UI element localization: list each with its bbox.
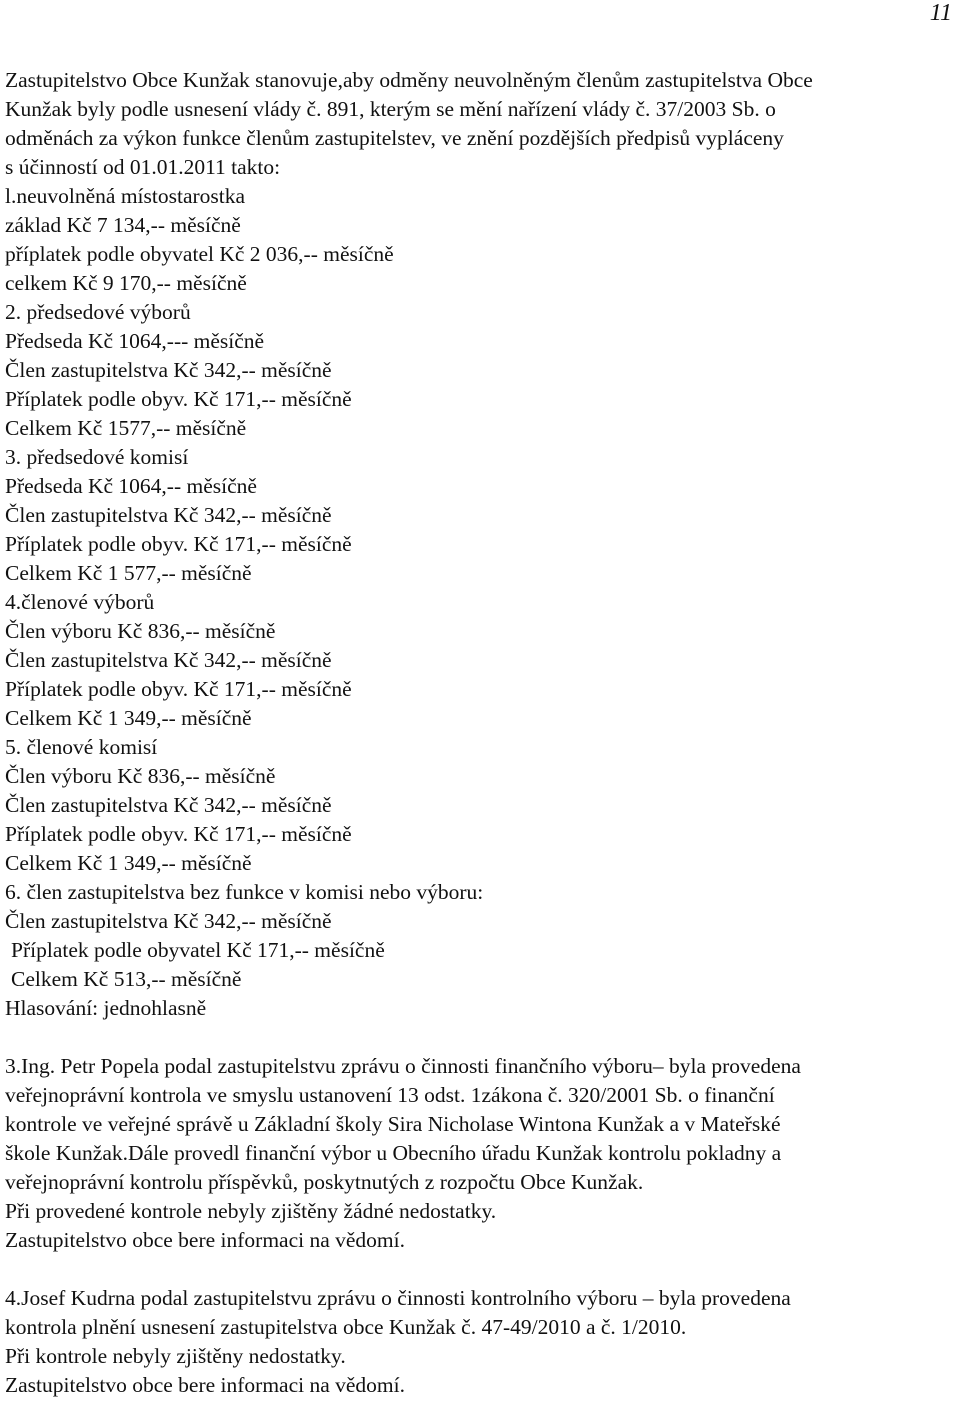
rate-line: Člen výboru Kč 836,-- měsíčně [5,764,276,788]
text-line: Při kontrole nebyly zjištěny nedostatky. [5,1344,346,1368]
rate-line: Člen zastupitelstva Kč 342,-- měsíčně [5,648,332,672]
vote-result: Hlasování: jednohlasně [5,996,207,1020]
text-line: kontrole ve veřejné správě u Základní školy Sira Nicholase Wintona Kunžak a v Mateřské [5,1112,781,1136]
text-line: Při provedené kontrole nebyly zjištěny žádné nedostatky. [5,1199,497,1223]
intro-paragraph [5,66,955,182]
text-line: odměnách za výkon funkce členům zastupitelstev, ve znění pozdějších předpisů vypláceny [5,126,784,150]
rate-line: Příplatek podle obyv. Kč 171,-- měsíčně [5,387,352,411]
rate-line: Celkem Kč 1 349,-- měsíčně [5,851,252,875]
rate-heading: 2. předsedové výborů [5,300,191,324]
text-line: Zastupitelstvo obce bere informaci na vědomí. [5,1373,406,1397]
rate-heading: l.neuvolněná místostarostka [5,184,246,208]
rate-heading: 3. předsedové komisí [5,445,189,469]
rate-line: celkem Kč 9 170,-- měsíčně [5,271,247,295]
rate-heading: 6. člen zastupitelstva bez funkce v komisi nebo výboru: [5,880,484,904]
rate-heading: 5. členové komisí [5,735,158,759]
rate-line: Celkem Kč 513,-- měsíčně [11,967,242,991]
rate-line: Člen zastupitelstva Kč 342,-- měsíčně [5,503,332,527]
rate-line: Člen zastupitelstva Kč 342,-- měsíčně [5,793,332,817]
text-line: veřejnoprávní kontrolu příspěvků, poskytnutých z rozpočtu Obce Kunžak. [5,1170,644,1194]
text-line: 4.Josef Kudrna podal zastupitelstvu zprávu o činnosti kontrolního výboru – byla provedena [5,1286,791,1310]
rate-line: Příplatek podle obyv. Kč 171,-- měsíčně [5,677,352,701]
text-line: Kunžak byly podle usnesení vlády č. 891, kterým se mění nařízení vlády č. 37/2003 Sb. o [5,97,776,121]
rate-line: Příplatek podle obyvatel Kč 171,-- měsíčně [11,938,385,962]
text-line: veřejnoprávní kontrola ve smyslu ustanovení 13 odst. 1zákona č. 320/2001 Sb. o finanční [5,1083,775,1107]
rate-line: Předseda Kč 1064,--- měsíčně [5,329,265,353]
rate-line: Člen zastupitelstva Kč 342,-- měsíčně [5,358,332,382]
text-line: 3.Ing. Petr Popela podal zastupitelstvu zprávu o činnosti finančního výboru– byla provedena [5,1054,801,1078]
rate-line: Člen zastupitelstva Kč 342,-- měsíčně [5,909,332,933]
spacer [5,1023,955,1052]
text-line: Zastupitelstvo Obce Kunžak stanovuje,aby odměny neuvolněným členům zastupitelstva Obce [5,68,813,92]
page-number: 11 [929,0,952,26]
rate-line: Celkem Kč 1 577,-- měsíčně [5,561,252,585]
rate-line: příplatek podle obyvatel Kč 2 036,-- měsíčně [5,242,394,266]
rate-heading: 4.členové výborů [5,590,155,614]
rate-line: základ Kč 7 134,-- měsíčně [5,213,241,237]
section-4-paragraph [5,1284,955,1400]
text-line: Zastupitelstvo obce bere informaci na vědomí. [5,1228,406,1252]
rate-line: Celkem Kč 1 349,-- měsíčně [5,706,252,730]
rates-list [5,182,955,1023]
text-line: škole Kunžak.Dále provedl finanční výbor u Obecního úřadu Kunžak kontrolu pokladny a [5,1141,782,1165]
spacer [5,1255,955,1284]
text-line: kontrola plnění usnesení zastupitelstva obce Kunžak č. 47-49/2010 a č. 1/2010. [5,1315,687,1339]
rate-line: Příplatek podle obyv. Kč 171,-- měsíčně [5,822,352,846]
rate-line: Člen výboru Kč 836,-- měsíčně [5,619,276,643]
text-line: s účinností od 01.01.2011 takto: [5,155,281,179]
rate-line: Příplatek podle obyv. Kč 171,-- měsíčně [5,532,352,556]
section-3-paragraph [5,1052,955,1255]
document-body [5,66,955,1400]
rate-line: Předseda Kč 1064,-- měsíčně [5,474,257,498]
rate-line: Celkem Kč 1577,-- měsíčně [5,416,247,440]
